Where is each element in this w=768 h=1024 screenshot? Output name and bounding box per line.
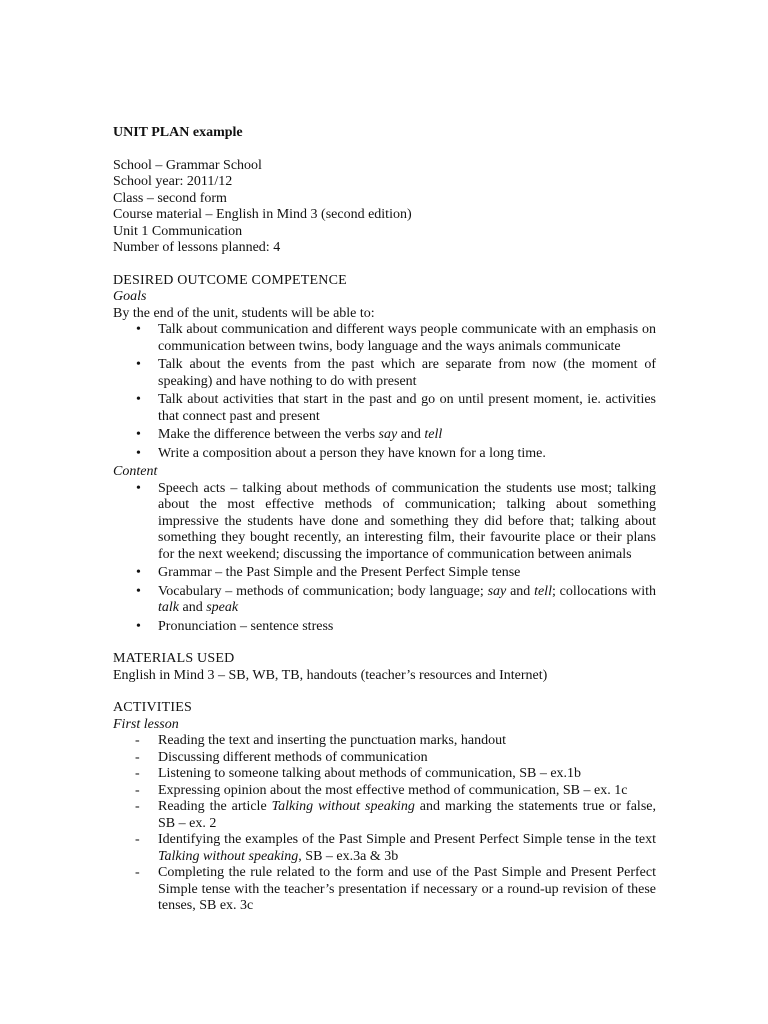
content-item — [113, 584, 656, 617]
unit-info — [113, 158, 656, 257]
activity-item — [113, 799, 656, 832]
content-item-text: Pronunciation – sentence stress — [158, 618, 334, 634]
activity-item — [113, 750, 656, 767]
bullet-icon: • — [136, 357, 141, 372]
goal-item — [113, 357, 656, 390]
bullet-icon: • — [136, 445, 141, 461]
document-body — [113, 125, 656, 915]
goals-list — [113, 322, 656, 462]
goal-item — [113, 427, 656, 444]
goals-label: Goals — [113, 289, 147, 304]
bullet-icon: • — [136, 392, 141, 407]
dash-icon: - — [135, 782, 140, 798]
info-school-year: School year: 2011/12 — [113, 174, 233, 189]
activity-item-text: Expressing opinion about the most effective method of communication, SB – ex. 1c — [158, 782, 628, 798]
goals-intro: By the end of the unit, students will be able to: — [113, 305, 375, 321]
activity-item — [113, 733, 656, 750]
goal-item-text: Talk about the events from the past which are separate from now (the moment of speaking) and have nothing to do with present — [158, 357, 656, 389]
dash-icon: - — [135, 832, 140, 847]
goal-item-text: Make the difference between the verbs say and tell — [158, 427, 443, 442]
goal-item-text: Talk about communication and different ways people communicate with an emphasis on communication between twins, body language and the ways animals communicate — [158, 322, 656, 354]
content-item — [113, 565, 656, 582]
info-school: School – Grammar School — [113, 157, 262, 173]
dash-icon: - — [135, 865, 140, 880]
document-title: UNIT PLAN example — [113, 125, 243, 140]
dash-icon: - — [135, 799, 140, 814]
activities-heading: ACTIVITIES — [113, 700, 192, 715]
activity-item-text: Discussing different methods of communication — [158, 749, 428, 765]
materials-text: English in Mind 3 – SB, WB, TB, handouts (teacher’s resources and Internet) — [113, 667, 548, 683]
content-list — [113, 481, 656, 636]
first-lesson-label: First lesson — [113, 716, 179, 732]
info-course-material: Course material – English in Mind 3 (second edition) — [113, 207, 412, 222]
activity-item-text: Reading the text and inserting the punctuation marks, handout — [158, 733, 506, 748]
activity-item — [113, 865, 656, 915]
activity-item-text: Listening to someone talking about methods of communication, SB – ex.1b — [158, 766, 582, 781]
content-label: Content — [113, 464, 158, 479]
bullet-icon: • — [136, 618, 141, 634]
activity-item-text: Completing the rule related to the form and use of the Past Simple and Present Perfect Simple tense with the teacher’s presentation if necessary or a round-up revision of these tenses, SB ex. 3c — [158, 865, 656, 913]
outcome-heading: DESIRED OUTCOME COMPETENCE — [113, 272, 347, 288]
goal-item-text: Write a composition about a person they have known for a long time. — [158, 445, 546, 461]
content-item-text: Grammar – the Past Simple and the Present Perfect Simple tense — [158, 565, 521, 580]
goal-item — [113, 446, 656, 463]
bullet-icon: • — [136, 583, 141, 599]
info-lessons-planned: Number of lessons planned: 4 — [113, 240, 281, 255]
content-item — [113, 481, 656, 564]
activity-item — [113, 832, 656, 865]
activity-item-text: Reading the article Talking without speaking and marking the statements true or false, SB – ex. 2 — [158, 799, 656, 831]
goal-item — [113, 392, 656, 425]
content-item-text: Speech acts – talking about methods of communication the students use most; talking about the most effective methods of communication; talking about something impressive the students have done and something they did before that; talking about something they bought recently, an interesting film, their favourite place or their plans for the next weekend; discussing the importance of communication between animals — [158, 480, 656, 562]
bullet-icon: • — [136, 427, 141, 442]
dash-icon: - — [135, 766, 140, 781]
info-unit: Unit 1 Communication — [113, 223, 243, 239]
materials-heading: MATERIALS USED — [113, 651, 235, 666]
goal-item — [113, 322, 656, 355]
goal-item-text: Talk about activities that start in the past and go on until present moment, ie. activities that connect past and present — [158, 392, 656, 424]
content-item-text: Vocabulary – methods of communication; body language; say and tell; collocations with talk and speak — [158, 583, 656, 615]
activity-item — [113, 766, 656, 783]
dash-icon: - — [135, 749, 140, 765]
bullet-icon: • — [136, 565, 141, 580]
dash-icon: - — [135, 733, 140, 748]
activities-list — [113, 733, 656, 915]
activity-item — [113, 783, 656, 800]
bullet-icon: • — [136, 480, 141, 496]
content-item — [113, 619, 656, 636]
bullet-icon: • — [136, 322, 141, 337]
activity-item-text: Identifying the examples of the Past Simple and Present Perfect Simple tense in the text Talking without speaking, SB – ex.3a & 3b — [158, 832, 656, 864]
info-class: Class – second form — [113, 190, 227, 206]
